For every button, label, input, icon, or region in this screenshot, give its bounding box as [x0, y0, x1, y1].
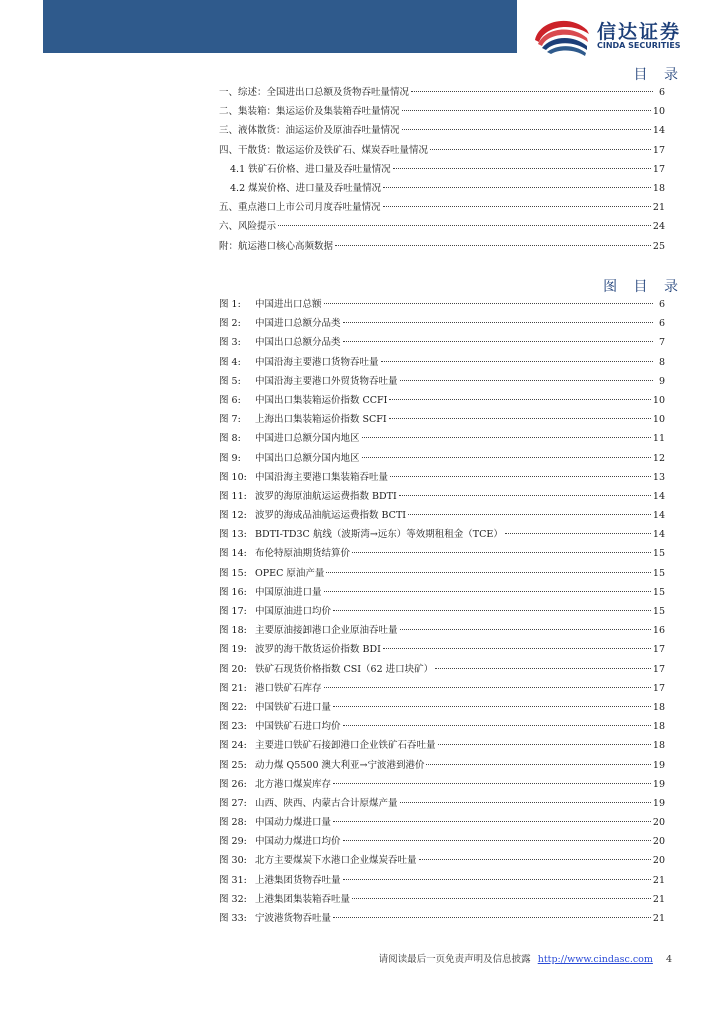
dot-leader — [362, 457, 651, 458]
figure-entry-number: 图 5: — [219, 375, 241, 387]
dot-leader — [324, 303, 653, 304]
toc-entry[interactable] — [219, 238, 665, 257]
figure-entry-page: 18 — [652, 721, 665, 733]
figure-entry-text — [219, 584, 322, 598]
figure-entry-text — [219, 373, 398, 387]
figure-entry-page: 20 — [652, 817, 665, 829]
figure-entry-label: 中国沿海主要港口集装箱吞吐量 — [255, 471, 389, 483]
figure-entry-label: 港口铁矿石库存 — [255, 682, 322, 694]
dot-leader — [333, 783, 651, 784]
figure-entry-page: 14 — [652, 510, 665, 522]
figure-entry[interactable] — [219, 680, 665, 699]
figure-entry-label: 上港集团货物吞吐量 — [255, 874, 341, 886]
figure-entry-text — [219, 354, 379, 368]
figure-entry-number: 图 9: — [219, 452, 241, 464]
figure-entry-number: 图 15: — [219, 567, 247, 579]
figure-entry-number: 图 7: — [219, 414, 241, 426]
dot-leader — [343, 879, 651, 880]
dot-leader — [383, 187, 651, 188]
figure-entry-number: 图 11: — [219, 490, 247, 502]
figure-entry-page: 15 — [652, 567, 665, 579]
figure-entry-number: 图 30: — [219, 855, 247, 867]
figure-entry-number: 图 6: — [219, 394, 241, 406]
figure-entry-number: 图 31: — [219, 874, 247, 886]
figure-entry-label: 上海出口集装箱运价指数 SCFI — [255, 414, 387, 426]
figure-entry-number: 图 4: — [219, 356, 241, 368]
figure-entry-page: 21 — [652, 874, 665, 886]
figure-entry-number: 图 28: — [219, 817, 247, 829]
figure-entry-page: 20 — [652, 855, 665, 867]
figure-entry[interactable] — [219, 373, 665, 392]
dot-leader — [505, 533, 651, 534]
figure-entry-number: 图 29: — [219, 836, 247, 848]
figure-entry-page: 7 — [658, 337, 665, 349]
figure-entry-number: 图 12: — [219, 510, 247, 522]
figure-entry-page: 9 — [658, 375, 665, 387]
header-band — [43, 0, 517, 53]
figure-entry-page: 15 — [652, 586, 665, 598]
figure-entry[interactable] — [219, 488, 665, 507]
figure-entry-page: 14 — [652, 490, 665, 502]
figure-entry-page: 17 — [652, 644, 665, 656]
dot-leader — [383, 206, 651, 207]
figure-entry-page: 6 — [658, 318, 665, 330]
toc-entry-label: 四、干散货：散运运价及铁矿石、煤炭吞吐量情况 — [219, 144, 429, 156]
dot-leader — [400, 380, 653, 381]
figure-entry[interactable] — [219, 430, 665, 449]
figure-entry-label: 中国进口总额分国内地区 — [255, 433, 360, 445]
figure-entry-text — [219, 910, 331, 924]
figure-entry[interactable] — [219, 699, 665, 718]
toc-entry-label: 六、风险提示 — [219, 221, 277, 233]
dot-leader — [400, 802, 651, 803]
dot-leader — [362, 437, 651, 438]
figure-entry[interactable] — [219, 469, 665, 488]
toc-entry-label: 附：航运港口核心高频数据 — [219, 240, 334, 252]
figure-toc-title: 图 目 录 — [603, 279, 684, 295]
figure-entry-number: 图 2: — [219, 318, 241, 330]
dot-leader — [343, 322, 653, 323]
dot-leader — [402, 129, 651, 130]
figure-entry-text — [219, 334, 341, 348]
figure-entry-page: 21 — [652, 913, 665, 924]
figure-entry-label: OPEC 原油产量 — [255, 567, 325, 579]
toc-entry[interactable] — [219, 122, 665, 141]
dot-leader — [389, 399, 651, 400]
dot-leader — [411, 91, 653, 92]
figure-entry-label: 中国铁矿石进口均价 — [255, 721, 341, 733]
dot-leader — [426, 764, 650, 765]
figure-entry[interactable] — [219, 584, 665, 603]
figure-entry-page: 21 — [652, 893, 665, 905]
figure-entry-page: 20 — [652, 836, 665, 848]
figure-entry-label: 中国动力煤进口量 — [255, 817, 332, 829]
toc-entry[interactable] — [219, 103, 665, 122]
figure-entry-label: 波罗的海成品油航运运费指数 BCTI — [255, 510, 407, 522]
figure-entry[interactable] — [219, 526, 665, 545]
page-number: 4 — [665, 954, 672, 965]
dot-leader — [278, 225, 651, 226]
toc-entry[interactable] — [219, 180, 665, 199]
figure-entry-text — [219, 737, 436, 751]
figure-entry-label: 中国原油进口量 — [255, 586, 322, 598]
figure-entry[interactable] — [219, 315, 665, 334]
disclaimer-notice: 请阅读最后一页免责声明及信息披露 — [378, 954, 531, 965]
figure-entry-text — [219, 411, 387, 425]
figure-entry-number: 图 8: — [219, 433, 241, 445]
figure-entry-label: 主要进口铁矿石接卸港口企业铁矿石吞吐量 — [255, 740, 436, 752]
figure-entry-number: 图 24: — [219, 740, 247, 752]
figure-entry-text — [219, 852, 417, 866]
figure-entry-number: 图 19: — [219, 644, 247, 656]
toc-entry[interactable] — [219, 218, 665, 237]
figure-entry-page: 14 — [652, 529, 665, 541]
toc-entry-page: 17 — [652, 163, 665, 175]
figure-entry-page: 19 — [652, 759, 665, 771]
cinda-logo-icon — [531, 14, 591, 58]
figure-entry-page: 17 — [652, 663, 665, 675]
dot-leader — [352, 552, 651, 553]
figure-entry-page: 15 — [652, 606, 665, 617]
toc-entry[interactable] — [219, 199, 665, 218]
figure-entry[interactable] — [219, 757, 665, 776]
figure-entry[interactable] — [219, 891, 665, 910]
toc-entry[interactable] — [219, 84, 665, 103]
figure-entry[interactable] — [219, 334, 665, 353]
toc-entry-page: 10 — [652, 106, 665, 118]
toc-entry-page: 18 — [652, 182, 665, 194]
figure-entry-number: 图 26: — [219, 778, 247, 790]
figure-entry-text — [219, 450, 360, 464]
figure-entry-page: 10 — [652, 394, 665, 406]
dot-leader — [430, 149, 651, 150]
figure-entry-text — [219, 622, 398, 636]
toc-entry-page: 14 — [652, 125, 665, 137]
figure-entry-label: 中国动力煤进口均价 — [255, 836, 341, 848]
figure-entry-text — [219, 814, 331, 828]
figure-entry[interactable] — [219, 450, 665, 469]
dot-leader — [400, 629, 651, 630]
figure-entry-page: 8 — [658, 356, 665, 368]
figure-entry-label: 中国进口总额分品类 — [255, 318, 341, 330]
dot-leader — [399, 495, 651, 496]
figure-entry-text — [219, 795, 398, 809]
figure-entry-page: 18 — [652, 701, 665, 713]
figure-entry[interactable] — [219, 737, 665, 756]
toc-title: 目 录 — [633, 67, 684, 83]
logo-chinese-text: 信达证券 — [597, 21, 682, 43]
figure-entry-number: 图 21: — [219, 682, 247, 694]
figure-entry[interactable] — [219, 622, 665, 641]
toc-entry-page: 17 — [652, 144, 665, 156]
figure-entry-number: 图 22: — [219, 701, 247, 713]
figure-entry[interactable] — [219, 565, 665, 584]
toc-entry-page: 6 — [658, 87, 665, 98]
figure-entry-number: 图 23: — [219, 721, 247, 733]
figure-entry[interactable] — [219, 296, 665, 315]
dot-leader — [389, 418, 651, 419]
figure-entry[interactable] — [219, 392, 665, 411]
figure-entry[interactable] — [219, 661, 665, 680]
figure-entry[interactable] — [219, 641, 665, 660]
dot-leader — [435, 668, 651, 669]
figure-entry-page: 6 — [658, 299, 665, 310]
figure-entry-number: 图 27: — [219, 797, 247, 809]
figure-entry-text — [219, 872, 341, 886]
figure-entry[interactable] — [219, 603, 665, 622]
figure-entry-text — [219, 469, 388, 483]
figure-entry-text — [219, 891, 350, 905]
figure-entry[interactable] — [219, 354, 665, 373]
dot-leader — [381, 361, 653, 362]
figure-entry-text — [219, 488, 397, 502]
figure-entry-text — [219, 315, 341, 329]
dot-leader — [343, 840, 651, 841]
figure-entry-label: 铁矿石现货价格指数 CSI（62 进口块矿） — [255, 663, 434, 675]
figure-entry-label: 波罗的海原油航运运费指数 BDTI — [255, 490, 397, 502]
toc-entry-label: 4.1 铁矿石价格、进口量及吞吐量情况 — [230, 163, 391, 175]
figure-entry-text — [219, 680, 322, 694]
figure-entry[interactable] — [219, 852, 665, 871]
figure-entry-text — [219, 507, 406, 521]
figure-entry-text — [219, 430, 360, 444]
figure-entry-number: 图 10: — [219, 471, 247, 483]
dot-leader — [333, 706, 651, 707]
figure-entry-text — [219, 757, 424, 771]
dot-leader — [343, 725, 651, 726]
figure-entry[interactable] — [219, 910, 665, 929]
figure-entry-page: 13 — [652, 471, 665, 483]
dot-leader — [324, 687, 651, 688]
figure-entry-label: 中国进出口总额 — [255, 299, 322, 310]
figure-entry-label: 北方主要煤炭下水港口企业煤炭吞吐量 — [255, 855, 417, 867]
figure-entry-text — [219, 545, 350, 559]
figure-entry-text — [219, 296, 322, 310]
figure-list — [219, 296, 665, 929]
figure-entry-text — [219, 776, 331, 790]
figure-entry-number: 图 18: — [219, 625, 247, 637]
dot-leader — [333, 917, 651, 918]
figure-entry-label: 中国出口总额分国内地区 — [255, 452, 360, 464]
figure-entry-label: 北方港口煤炭库存 — [255, 778, 332, 790]
figure-entry-page: 15 — [652, 548, 665, 560]
dot-leader — [324, 591, 651, 592]
toc-entry-page: 24 — [652, 221, 665, 233]
toc-entry-label: 五、重点港口上市公司月度吞吐量情况 — [219, 202, 381, 214]
figure-entry-text — [219, 699, 331, 713]
page-footer — [379, 951, 672, 965]
figure-entry-number: 图 33: — [219, 913, 247, 924]
dot-leader — [343, 341, 653, 342]
figure-entry-label: 布伦特原油期货结算价 — [255, 548, 351, 560]
figure-entry-text — [219, 641, 381, 655]
figure-entry-page: 12 — [652, 452, 665, 464]
dot-leader — [383, 648, 651, 649]
figure-entry-label: 波罗的海干散货运价指数 BDI — [255, 644, 381, 656]
figure-entry-text — [219, 526, 503, 540]
figure-entry-number: 图 20: — [219, 663, 247, 675]
dot-leader — [390, 476, 651, 477]
figure-entry-label: 中国出口集装箱运价指数 CCFI — [255, 394, 388, 406]
figure-entry-page: 11 — [652, 433, 665, 445]
toc-entry-label: 三、液体散货：油运运价及原油吞吐量情况 — [219, 125, 400, 137]
figure-entry-text — [219, 661, 433, 675]
figure-entry-number: 图 14: — [219, 548, 247, 560]
dot-leader — [326, 572, 651, 573]
figure-entry[interactable] — [219, 872, 665, 891]
figure-entry-number: 图 16: — [219, 586, 247, 598]
toc-list — [219, 84, 665, 257]
figure-entry-number: 图 1: — [219, 299, 241, 310]
figure-entry-number: 图 25: — [219, 759, 247, 771]
figure-entry[interactable] — [219, 776, 665, 795]
figure-entry-page: 16 — [652, 625, 665, 637]
figure-entry-label: 山西、陕西、内蒙古合计原煤产量 — [255, 797, 398, 809]
figure-entry-page: 18 — [652, 740, 665, 752]
dot-leader — [393, 168, 651, 169]
toc-entry-label: 4.2 煤炭价格、进口量及吞吐量情况 — [230, 182, 382, 194]
dot-leader — [333, 610, 651, 611]
website-link[interactable]: http://www.cindasc.com — [537, 954, 653, 965]
figure-entry-label: 主要原油接卸港口企业原油吞吐量 — [255, 625, 398, 637]
dot-leader — [352, 898, 651, 899]
figure-entry[interactable] — [219, 814, 665, 833]
figure-entry-label: 上港集团集装箱吞吐量 — [255, 893, 351, 905]
toc-entry[interactable] — [219, 161, 665, 180]
figure-entry-label: 中国原油进口均价 — [255, 606, 332, 617]
figure-entry[interactable] — [219, 833, 665, 852]
figure-entry-number: 图 17: — [219, 606, 247, 617]
figure-entry-number: 图 13: — [219, 529, 247, 541]
figure-entry-label: 中国沿海主要港口货物吞吐量 — [255, 356, 379, 368]
figure-entry-label: 动力煤 Q5500 澳大利亚→宁波港到港价 — [255, 759, 425, 771]
figure-entry-text — [219, 833, 341, 847]
dot-leader — [408, 514, 651, 515]
figure-entry-page: 19 — [652, 778, 665, 790]
figure-entry-number: 图 3: — [219, 337, 241, 349]
figure-entry-text — [219, 392, 387, 406]
figure-entry-page: 10 — [652, 414, 665, 426]
toc-entry[interactable] — [219, 142, 665, 161]
figure-entry[interactable] — [219, 718, 665, 737]
figure-entry-text — [219, 718, 341, 732]
figure-entry[interactable] — [219, 545, 665, 564]
figure-entry-label: 中国铁矿石进口量 — [255, 701, 332, 713]
figure-entry-label: BDTI-TD3C 航线（波斯湾→远东）等效期租租金（TCE） — [255, 529, 503, 541]
figure-entry-label: 宁波港货物吞吐量 — [255, 913, 332, 924]
figure-entry-label: 中国出口总额分品类 — [255, 337, 341, 349]
figure-entry[interactable] — [219, 795, 665, 814]
dot-leader — [333, 821, 651, 822]
dot-leader — [419, 859, 651, 860]
figure-entry-number: 图 32: — [219, 893, 247, 905]
toc-entry-label: 二、集装箱：集运运价及集装箱吞吐量情况 — [219, 106, 400, 118]
figure-entry-label: 中国沿海主要港口外贸货物吞吐量 — [255, 375, 398, 387]
toc-entry-page: 21 — [652, 202, 665, 214]
toc-entry-label: 一、综述：全国进出口总额及货物吞吐量情况 — [219, 87, 410, 98]
figure-entry-text — [219, 603, 331, 617]
figure-entry-page: 17 — [652, 682, 665, 694]
figure-entry-text — [219, 565, 324, 579]
dot-leader — [335, 245, 651, 246]
dot-leader — [402, 110, 651, 111]
figure-entry-page: 19 — [652, 797, 665, 809]
logo-english-text: CINDA SECURITIES — [597, 41, 681, 50]
dot-leader — [438, 744, 651, 745]
figure-entry[interactable] — [219, 411, 665, 430]
cinda-logo — [531, 14, 711, 58]
figure-entry[interactable] — [219, 507, 665, 526]
toc-entry-page: 25 — [652, 240, 665, 252]
